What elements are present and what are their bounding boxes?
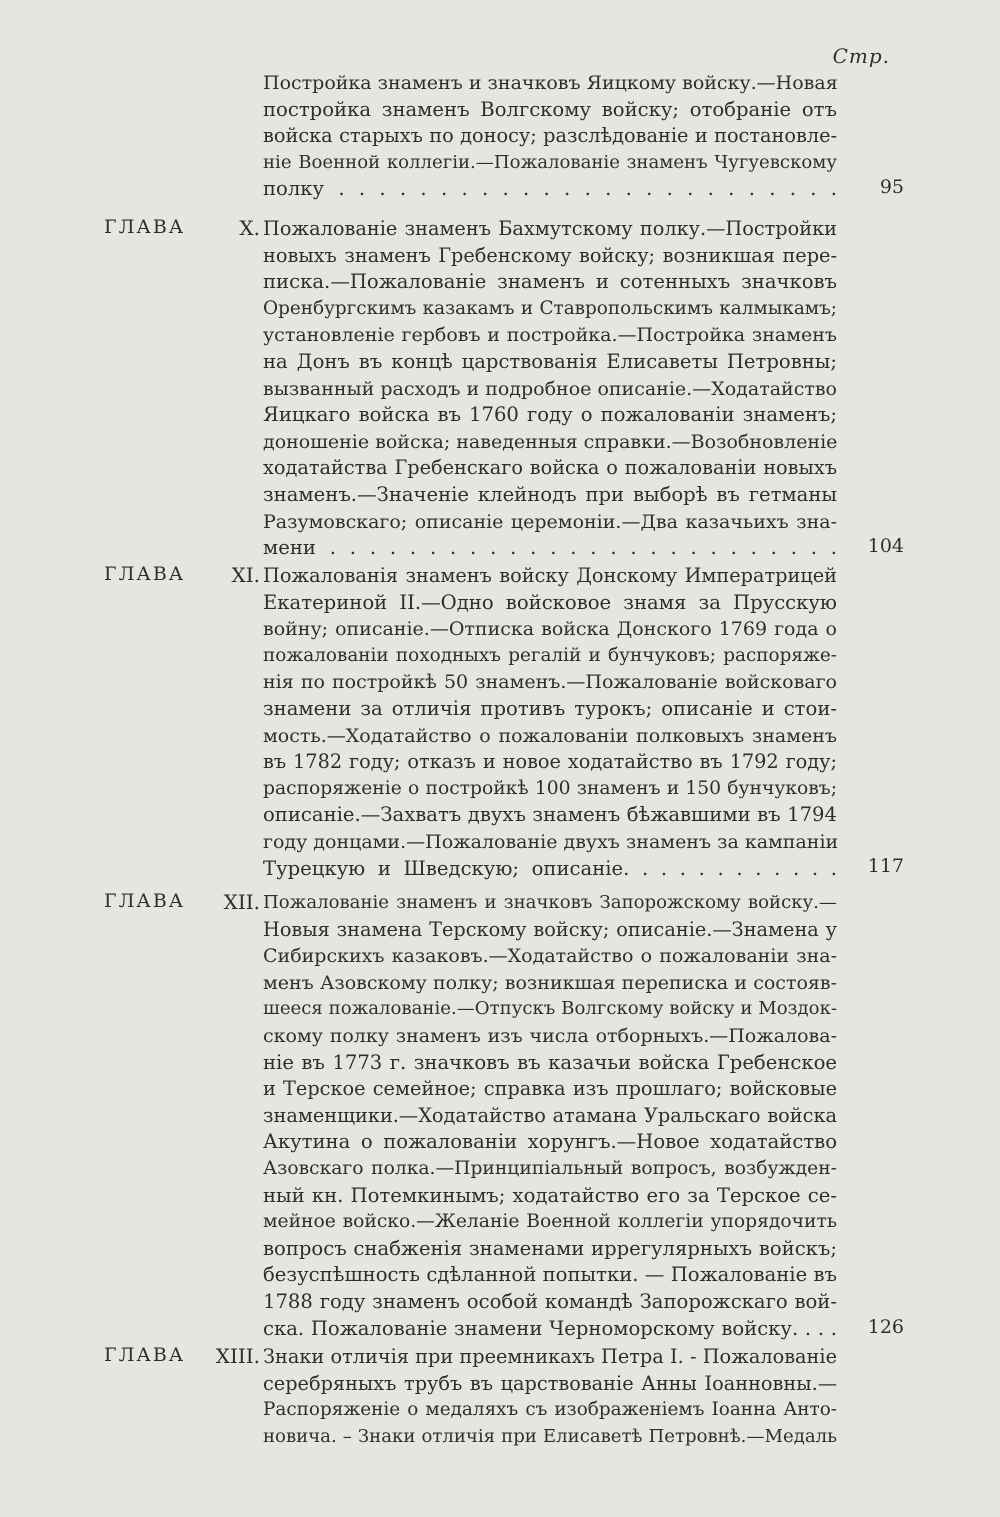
text-line: пожалованіи походныхъ регалій и бунчуковъ; распоряже- (263, 644, 837, 666)
page-number: 104 (867, 535, 904, 557)
text-line: мейное войско.—Желаніе Военной коллегіи упорядочить (263, 1211, 837, 1233)
text-line: описаніе.—Захватъ двухъ знаменъ бѣжавшими въ 1794 (263, 803, 837, 827)
text-line: мени . . . . . . . . . . . . . . . . . . . . . . . . . . (263, 536, 837, 560)
text-line: нія по постройкѣ 50 знаменъ.—Пожалованіе войсковаго (263, 671, 837, 694)
text-line: Пожалованіе знаменъ и значковъ Запорожскому войску.— (263, 892, 837, 913)
entry-text (263, 890, 837, 1342)
text-line: мость.—Ходатайство о пожалованіи полковыхъ знаменъ (263, 724, 837, 747)
text-line: Новыя знамена Терскому войску; описаніе.—Знамена у (263, 917, 837, 941)
text-line: и Терское семейное; справка изъ прошлаго; войсковые (263, 1077, 837, 1101)
text-line: безуспѣшность сдѣланной попытки. — Пожалованіе въ (263, 1263, 837, 1287)
page-number: 126 (867, 1316, 904, 1338)
text-line: 1788 году знаменъ особой командѣ Запорожскаго вой- (263, 1289, 837, 1313)
chapter-number: X. (239, 216, 260, 240)
text-line: Акутина о пожалованіи хорунгъ.—Новое ходатайство (263, 1130, 837, 1154)
entry-text (263, 1344, 837, 1450)
text-line: ніе въ 1773 г. значковъ въ казачьи войска Гребенское (263, 1050, 837, 1074)
text-line: Знаки отличія при преемникахъ Петра I. - Пожалованіе (263, 1345, 837, 1368)
text-line: серебряныхъ трубъ въ царствованіе Анны Іоанновны.— (263, 1371, 837, 1395)
text-line: распоряженіе о постройкѣ 100 знаменъ и 150 бунчуковъ; (263, 777, 837, 799)
text-line: въ 1782 году; отказъ и новое ходатайство въ 1792 году; (263, 750, 837, 774)
text-line: вызванный расходъ и подробное описаніе.—Ходатайство (263, 377, 837, 400)
text-line: установленіе гербовъ и постройка.—Постройка знаменъ (263, 324, 837, 347)
text-line: году донцами.—Пожалованіе двухъ знаменъ за кампаніи (263, 830, 839, 853)
page-column-header: Стр. (832, 44, 890, 68)
text-line: ходатайства Гребенскаго войска о пожалованіи новыхъ (263, 456, 837, 480)
chapter-number: XIII. (215, 1344, 260, 1368)
text-line: вопросъ снабженія знаменами иррегулярныхъ войскъ; (263, 1236, 837, 1260)
entry-text (263, 216, 837, 562)
chapter-number: XI. (231, 563, 260, 587)
text-line: войну; описаніе.—Отписка войска Донского 1769 года о (263, 618, 837, 641)
text-line: Распоряженіе о медаляхъ съ изображеніемъ Іоанна Анто- (263, 1399, 837, 1421)
text-line: Разумовскаго; описаніе церемоніи.—Два казачьихъ зна- (263, 510, 837, 533)
text-line: Оренбургскимъ казакамъ и Ставропольскимъ калмыкамъ; (263, 297, 837, 319)
text-line: на Донъ въ концѣ царствованія Елисаветы Петровны; (263, 349, 837, 373)
text-line: Турецкую и Шведскую; описаніе. . . . . . . . . . . . (263, 856, 837, 880)
page-number: 117 (867, 855, 904, 877)
text-line: Пожалованіе знаменъ Бахмутскому полку.—Постройки (263, 217, 837, 240)
text-line: Азовскаго полка.—Принципіальный вопросъ, возбужден- (263, 1157, 837, 1179)
chapter-label: ГЛАВА (104, 1344, 186, 1366)
chapter-label: ГЛАВА (104, 216, 186, 238)
text-line: новыхъ знаменъ Гребенскому войску; возникшая пере- (263, 243, 837, 267)
text-line: ный кн. Потемкинымъ; ходатайство его за Терское се- (263, 1183, 837, 1207)
entry-text (263, 70, 837, 203)
text-line: знаменъ.—Значеніе клейнодъ при выборѣ въ гетманы (263, 482, 837, 506)
text-line: писка.—Пожалованіе знаменъ и сотенныхъ значковъ (263, 270, 837, 294)
text-line: доношеніе войска; наведенныя справки.—Возобновленіе (263, 430, 838, 453)
text-line: ска. Пожалованіе знамени Черноморскому войску. . . . (263, 1316, 837, 1340)
text-line: новича. – Знаки отличія при Елисаветѣ Петровнѣ.—Медаль (263, 1425, 837, 1447)
text-line: Постройка знаменъ и значковъ Яицкому войску.—Новая (263, 72, 838, 94)
text-line: ніе Военной коллегіи.—Пожалованіе знаменъ Чугуевскому (263, 151, 837, 173)
text-line: скому полку знаменъ изъ числа отборныхъ.—Пожалова- (263, 1024, 837, 1047)
text-line: знаменщики.—Ходатайство атамана Уральскаго войска (263, 1103, 837, 1127)
text-line: знамени за отличія противъ турокъ; описаніе и стои- (263, 696, 837, 720)
text-line: менъ Азовскому полку; возникшая переписка и состояв- (263, 971, 837, 994)
text-line: Сибирскихъ казаковъ.—Ходатайство о пожалованіи зна- (263, 945, 837, 968)
page-number: 95 (879, 176, 904, 198)
text-line: Екатериной II.—Одно войсковое знамя за Прусскую (263, 590, 837, 614)
text-line: войска старыхъ по доносу; разслѣдованіе и постановле- (263, 124, 837, 148)
text-line: полку . . . . . . . . . . . . . . . . . . . . . . . . . (263, 177, 837, 201)
text-line: шееся пожалованіе.—Отпускъ Волгскому войску и Моздок- (263, 998, 837, 1020)
entry-text (263, 563, 837, 882)
text-line: Яицкаго войска въ 1760 году о пожалованіи знаменъ; (263, 403, 837, 427)
chapter-label: ГЛАВА (104, 890, 186, 912)
text-line: Пожалованія знаменъ войску Донскому Императрицей (263, 564, 837, 587)
chapter-label: ГЛАВА (104, 563, 186, 585)
chapter-number: XII. (223, 890, 260, 914)
text-line: постройка знаменъ Волгскому войску; отобраніе отъ (263, 97, 837, 121)
